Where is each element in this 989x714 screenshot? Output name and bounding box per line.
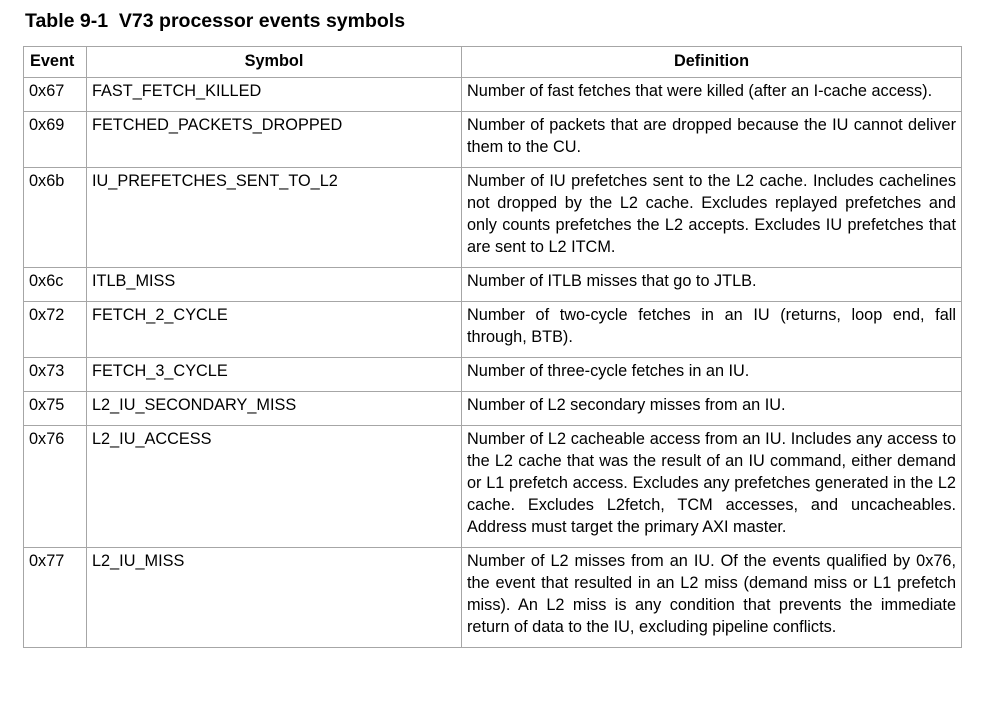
event-symbol: FETCH_3_CYCLE <box>87 358 462 392</box>
table-row <box>24 78 962 112</box>
event-code: 0x73 <box>24 358 87 392</box>
event-code: 0x76 <box>24 426 87 548</box>
event-code: 0x72 <box>24 302 87 358</box>
event-symbol: FAST_FETCH_KILLED <box>87 78 462 112</box>
event-symbol: FETCHED_PACKETS_DROPPED <box>87 112 462 168</box>
table-row <box>24 358 962 392</box>
event-code: 0x6b <box>24 168 87 268</box>
event-definition: Number of three-cycle fetches in an IU. <box>462 358 962 392</box>
column-header-symbol: Symbol <box>87 47 462 78</box>
event-definition: Number of fast fetches that were killed (after an I-cache access). <box>462 78 962 112</box>
event-definition: Number of L2 cacheable access from an IU. Includes any access to the L2 cache that was the result of an IU command, either demand or L1 prefetch access. Excludes any prefetches generated in the L2 cache. Excludes L2fetch, TCM accesses, and uncacheables. Address must target the primary AXI master. <box>462 426 962 548</box>
event-symbol: L2_IU_SECONDARY_MISS <box>87 392 462 426</box>
event-definition: Number of ITLB misses that go to JTLB. <box>462 268 962 302</box>
table-row <box>24 302 962 358</box>
event-symbol: FETCH_2_CYCLE <box>87 302 462 358</box>
event-definition: Number of L2 misses from an IU. Of the events qualified by 0x76, the event that resulted in an L2 miss (demand miss or L1 prefetch miss). An L2 miss is any condition that prevents the immediate return of data to the IU, excluding pipeline conflicts. <box>462 548 962 648</box>
table-row <box>24 268 962 302</box>
event-code: 0x67 <box>24 78 87 112</box>
events-table <box>23 46 962 648</box>
table-row <box>24 392 962 426</box>
event-symbol: L2_IU_MISS <box>87 548 462 648</box>
table-row <box>24 426 962 548</box>
column-header-definition: Definition <box>462 47 962 78</box>
table-body <box>24 78 962 648</box>
header-row <box>24 47 962 78</box>
event-code: 0x6c <box>24 268 87 302</box>
event-definition: Number of packets that are dropped because the IU cannot deliver them to the CU. <box>462 112 962 168</box>
event-symbol: ITLB_MISS <box>87 268 462 302</box>
event-code: 0x75 <box>24 392 87 426</box>
event-symbol: IU_PREFETCHES_SENT_TO_L2 <box>87 168 462 268</box>
table-header <box>24 47 962 78</box>
table-row <box>24 168 962 268</box>
column-header-event: Event <box>24 47 87 78</box>
table-row <box>24 548 962 648</box>
event-definition: Number of L2 secondary misses from an IU. <box>462 392 962 426</box>
event-definition: Number of two-cycle fetches in an IU (returns, loop end, fall through, BTB). <box>462 302 962 358</box>
event-symbol: L2_IU_ACCESS <box>87 426 462 548</box>
event-definition: Number of IU prefetches sent to the L2 cache. Includes cachelines not dropped by the L2 cache. Excludes replayed prefetches and only counts prefetches the L2 accepts. Excludes IU prefetches that are sent to L2 ITCM. <box>462 168 962 268</box>
table-caption: Table 9-1 V73 processor events symbols <box>25 10 406 32</box>
table-row <box>24 112 962 168</box>
event-code: 0x69 <box>24 112 87 168</box>
event-code: 0x77 <box>24 548 87 648</box>
